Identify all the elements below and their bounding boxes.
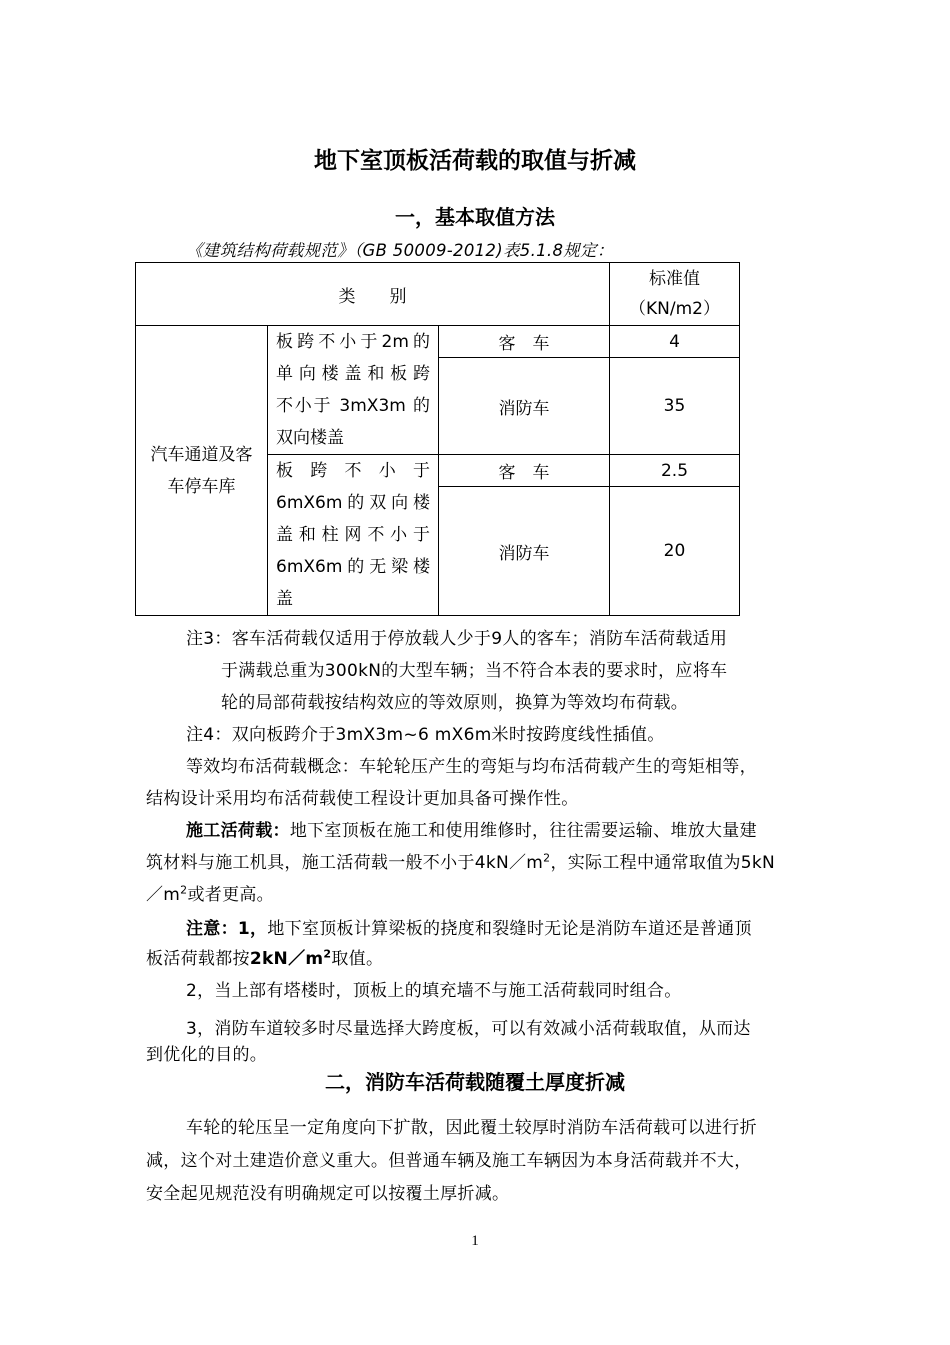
desc-line: 6mX6m的无梁楼 bbox=[276, 557, 430, 577]
table-intro: 《建筑结构荷载规范》（GB 50009-2012)表5.1.8规定： bbox=[186, 241, 614, 260]
table-header-category bbox=[136, 263, 610, 326]
note-3-line-3: 轮的局部荷载按结构效应的等效原则，换算为等效均布荷载。 bbox=[221, 693, 689, 713]
page-title: 地下室顶板活荷载的取值与折减 bbox=[314, 148, 636, 174]
construction-text-c: ／m bbox=[146, 885, 181, 905]
construction-load-line-3 bbox=[146, 880, 274, 905]
attention-text-c: 取值。 bbox=[331, 949, 384, 969]
value-text: 4 bbox=[669, 331, 680, 352]
vehicle-cell bbox=[439, 455, 610, 487]
superscript: 2 bbox=[323, 947, 332, 961]
desc-line: 6mX6m的双向楼 bbox=[276, 493, 430, 513]
section-2-heading: 二，消防车活荷载随覆土厚度折减 bbox=[325, 1070, 625, 1094]
vehicle-text: 客 车 bbox=[498, 334, 550, 355]
note-4: 注4：双向板跨介于3mX3m~6 mX6m米时按跨度线性插值。 bbox=[186, 725, 665, 745]
desc-line: 盖和柱网不小于 bbox=[276, 525, 430, 545]
value-cell bbox=[610, 487, 740, 616]
superscript: 2 bbox=[180, 883, 188, 897]
section-2-para-line-3: 安全起见规范没有明确规定可以按覆土厚折减。 bbox=[146, 1184, 510, 1204]
table-header-value bbox=[610, 263, 740, 326]
vehicle-text: 消防车 bbox=[498, 543, 550, 564]
table-row-2-description bbox=[268, 455, 439, 616]
construction-load-text: 地下室顶板在施工和使用维修时，往往需要运输、堆放大量建 bbox=[289, 821, 757, 841]
attention-item-3-line-2: 到优化的目的。 bbox=[146, 1045, 268, 1065]
header-value-line1: 标准值 bbox=[649, 269, 700, 289]
group-label-line1: 汽车通道及客 bbox=[150, 444, 253, 465]
attention-line-2 bbox=[146, 944, 383, 969]
desc-line: 盖 bbox=[276, 589, 293, 609]
attention-item-3-line-1: 3，消防车道较多时尽量选择大跨度板，可以有效减小活荷载取值，从而达 bbox=[186, 1019, 751, 1039]
construction-text-d: 或者更高。 bbox=[187, 885, 274, 905]
desc-line: 单向楼盖和板跨 bbox=[276, 364, 430, 384]
table-group-label bbox=[136, 326, 268, 616]
attention-text-a: 板活荷载都按 bbox=[146, 949, 250, 969]
load-value-table bbox=[135, 262, 740, 616]
construction-text-b: ，实际工程中通常取值为5kN bbox=[550, 853, 776, 873]
table-row-1-description bbox=[268, 326, 439, 455]
value-text: 20 bbox=[663, 541, 686, 562]
value-text: 2.5 bbox=[660, 460, 689, 481]
vehicle-cell bbox=[439, 358, 610, 455]
attention-value: 2kN／m bbox=[249, 949, 324, 969]
value-text: 35 bbox=[663, 396, 686, 417]
header-value-line2: （KN/m2） bbox=[629, 299, 720, 319]
equiv-load-line-2: 结构设计采用均布活荷载使工程设计更加具备可操作性。 bbox=[146, 789, 579, 809]
attention-line-1 bbox=[186, 914, 752, 939]
value-cell bbox=[610, 455, 740, 487]
desc-line: 双向楼盖 bbox=[276, 428, 344, 448]
desc-line: 板 跨 不 小 于 bbox=[276, 461, 430, 481]
value-cell bbox=[610, 326, 740, 358]
page-number: 1 bbox=[471, 1233, 479, 1249]
vehicle-text: 客 车 bbox=[498, 463, 550, 484]
construction-text-a: 筑材料与施工机具，施工活荷载一般不小于4kN／m bbox=[146, 853, 544, 873]
section-2-para-line-2: 减，这个对土建造价意义重大。但普通车辆及施工车辆因为本身活荷载并不大， bbox=[146, 1151, 752, 1171]
construction-load-label: 施工活荷载： bbox=[186, 821, 290, 841]
value-cell bbox=[610, 358, 740, 455]
group-label-line2: 车停车库 bbox=[167, 476, 236, 497]
attention-label: 注意：1， bbox=[186, 919, 268, 939]
desc-line: 板跨不小于2m的 bbox=[276, 332, 430, 352]
attention-item-2: 2，当上部有塔楼时，顶板上的填充墙不与施工活荷载同时组合。 bbox=[186, 981, 682, 1001]
attention-text: 地下室顶板计算梁板的挠度和裂缝时无论是消防车道还是普通顶 bbox=[267, 919, 752, 939]
construction-load-line-1 bbox=[186, 816, 757, 841]
vehicle-cell bbox=[439, 326, 610, 358]
section-1-heading: 一，基本取值方法 bbox=[395, 205, 555, 229]
equiv-load-line-1: 等效均布活荷载概念：车轮轮压产生的弯矩与均布活荷载产生的弯矩相等， bbox=[186, 757, 757, 777]
construction-load-line-2 bbox=[146, 848, 775, 873]
vehicle-cell bbox=[439, 487, 610, 616]
section-2-para-line-1: 车轮的轮压呈一定角度向下扩散，因此覆土较厚时消防车活荷载可以进行折 bbox=[186, 1118, 757, 1138]
header-category-text: 类 别 bbox=[338, 286, 407, 307]
superscript: 2 bbox=[543, 851, 551, 865]
note-3-line-2: 于满载总重为300kN的大型车辆；当不符合本表的要求时，应将车 bbox=[221, 661, 728, 681]
note-3-line-1: 注3：客车活荷载仅适用于停放载人少于9人的客车；消防车活荷载适用 bbox=[186, 629, 728, 649]
desc-line: 不小于 3mX3m 的 bbox=[276, 396, 430, 416]
vehicle-text: 消防车 bbox=[498, 398, 550, 419]
